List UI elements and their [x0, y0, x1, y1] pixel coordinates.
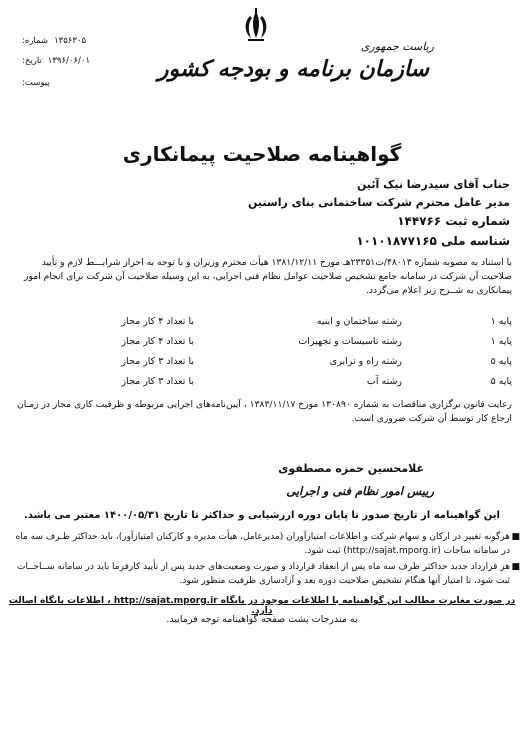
note-text: هرگونه تغییر در ارکان و سهام شرکت و اطلاعات امتیازآوران (مدیرعامل، هیأت مدیره و کارکنان امتیازآور)، باید حداکثر ظـرف سه ماه در سامانه ساجات (http://sajat.mporg.ir) ثبت شود. [15, 532, 510, 556]
registration-number: شماره ثبت ۱۴۴۷۶۶ [397, 214, 510, 228]
compliance-paragraph: رعایت قانون برگزاری مناقصات به شماره ۱۳۰۸۹۰ مورخ ۱۳۸۳/۱۱/۱۷ ، آیین‌نامه‌های اجرایی مربوطه و ظرفیت کاری مجاز در زمـان ارجاع کار توسط آن شرکت ضروری است. [16, 399, 512, 424]
grade-level: پایه ۵ [490, 356, 512, 367]
grade-level: پایه ۱ [490, 336, 512, 347]
grade-field: رشته ساختمان و ابنیه [316, 316, 402, 327]
meta-date [22, 56, 132, 66]
intro-paragraph: با استناد به مصوبه شماره ۴۸۰۱۳/ت۲۳۳۵۱هـ مورخ ۱۳۸۱/۱۲/۱۱ هیأت محترم وزیران و با توجه به احراز شرایـــط لازم و تأیید صلاحیت آن شرکت در سامانه جامع تشخیص صلاحیت عوامل نظام فنی اجرایی، به این وسیله صلاحیت آن شرکت برای انجام امور پیمانکاری به شــرح زیر اعلام می‌گردد. [24, 257, 512, 296]
note-text: هر قرارداد جدید حداکثر ظرف سه ماه پس از انعقاد قرارداد و صورت وضعیت‌های جدید پس از تأیید کارفرما باید در سامانه ســاجــات ثبت شود، تا امتیاز آنها هنگام تشخیص صلاحیت دوره بعد و آزادسازی ظرفیت منظور شود. [17, 562, 510, 586]
grade-field: رشته تاسیسات و تجهیزات [298, 336, 402, 347]
meta-attachment-label: پیوست: [22, 78, 50, 88]
note-item [15, 530, 520, 558]
meta-number-label: شماره: [22, 36, 49, 46]
grade-row [60, 376, 512, 394]
recipient-name: جناب آقای سیدرضا نیک آئین [356, 178, 510, 191]
grade-capacity: با تعداد ۴ کار مجاز [121, 316, 194, 327]
grade-level: پایه ۵ [490, 376, 512, 387]
organization-name: سازمان برنامه و بودجه کشور [157, 56, 429, 82]
grade-field: رشته راه و ترابری [329, 356, 402, 367]
meta-number-value: ۱۳۵۶۳۰۵ [54, 36, 87, 46]
grade-field: رشته آب [366, 376, 402, 387]
signatory-name: غلامحسین حمزه مصطفوی [278, 462, 424, 475]
national-id: شناسه ملی ۱۰۱۰۱۸۷۷۱۶۵ [356, 234, 510, 248]
bullet-icon: ■ [511, 532, 520, 542]
presidency-label: ریاست جمهوری [360, 40, 434, 53]
bullet-icon: ■ [511, 562, 520, 572]
signatory-title: رییس امور نظام فنی و اجرایی [286, 484, 434, 498]
grade-capacity: با تعداد ۳ کار مجاز [121, 356, 194, 367]
validity-warning: در صورت مغایرت مطالب این گواهینامه با اطلاعات موجود در پایگاه http://sajat.mporg.ir ، اطلاعات پایگاه اصالت دارد. [8, 596, 516, 616]
note-item [15, 560, 520, 588]
back-page-note: به مندرجات پشت صفحه گواهینامه توجه فرمایید. [166, 614, 358, 625]
meta-number [22, 36, 132, 46]
validity-statement: این گواهینامه از تاریخ صدور تا پایان دوره ارزشیابی و حداکثر تا تاریخ ۱۴۰۰/۰۵/۳۱ معتبر می باشد. [24, 510, 500, 521]
recipient-role: مدیر عامل محترم شرکت ساختمانی بنای راستین [248, 196, 510, 209]
meta-date-value: ۱۳۹۶/۰۶/۰۱ [47, 56, 91, 66]
grade-row [60, 316, 512, 334]
grade-row [60, 356, 512, 374]
certificate-title: گواهینامه صلاحیت پیمانکاری [122, 142, 402, 166]
grade-level: پایه ۱ [490, 316, 512, 327]
meta-attachment [22, 78, 132, 88]
grade-capacity: با تعداد ۴ کار مجاز [121, 336, 194, 347]
grade-capacity: با تعداد ۳ کار مجاز [121, 376, 194, 387]
iran-emblem-icon [240, 8, 272, 44]
meta-date-label: تاریخ: [22, 56, 42, 66]
grade-row [60, 336, 512, 354]
